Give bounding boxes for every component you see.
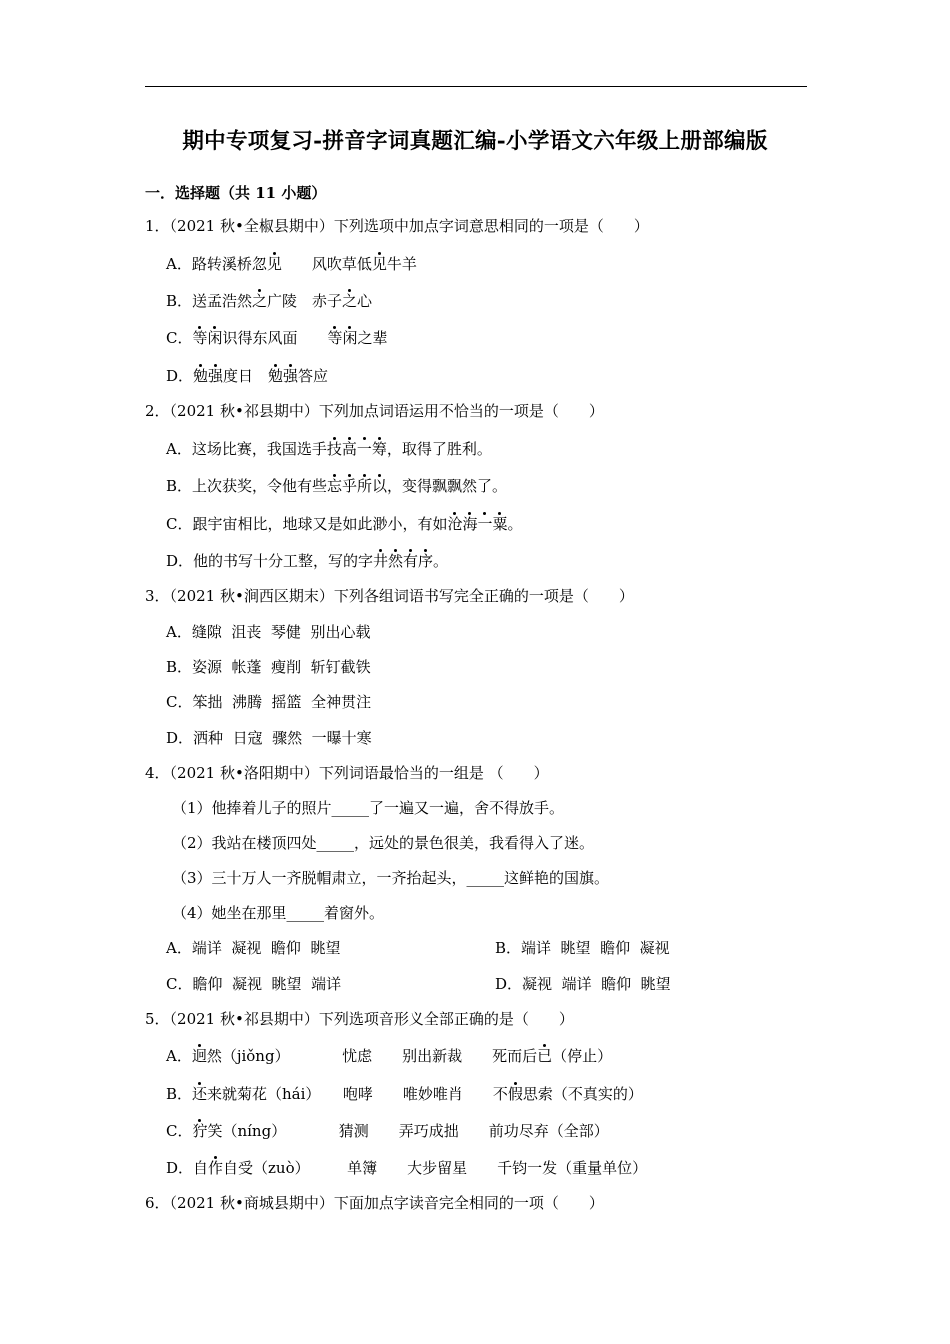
question-option-q3-a: A．缝隙 沮丧 琴健 别出心载 bbox=[166, 623, 371, 641]
question-option-q4-4: （4）她坐在那里_____着窗外。 bbox=[172, 904, 385, 922]
emphasis-dot bbox=[348, 289, 351, 292]
section-heading: 一．选择题（共 11 小题） bbox=[145, 184, 327, 202]
question-option-q4-a: A．端详 凝视 瞻仰 眺望 bbox=[166, 939, 341, 957]
emphasis-dot bbox=[273, 252, 276, 255]
question-option-q5-a: A．迥然（jiǒng） 忧虑 别出新裁 死而后已（停止） bbox=[166, 1047, 613, 1065]
question-option-q1-b: B．送孟浩然之广陵 赤子之心 bbox=[166, 292, 373, 310]
question-option-q1-a: A．路转溪桥忽见 风吹草低见牛羊 bbox=[166, 255, 417, 273]
emphasis-dot bbox=[289, 364, 292, 367]
emphasis-dot bbox=[198, 1082, 201, 1085]
question-option-q5-c: C．狞笑（níng） 猜测 弄巧成拙 前功尽弃（全部） bbox=[166, 1122, 609, 1140]
question-option-q4-c: C．瞻仰 凝视 眺望 端详 bbox=[166, 975, 342, 993]
question-option-q2-a: A．这场比赛，我国选手技高一筹，取得了胜利。 bbox=[166, 440, 492, 458]
emphasis-dot bbox=[333, 437, 336, 440]
header-rule bbox=[145, 86, 807, 87]
question-option-q4-1: （1）他捧着儿子的照片_____了一遍又一遍，舍不得放手。 bbox=[172, 799, 565, 817]
question-option-q4-2: （2）我站在楼顶四处_____，远处的景色很美，我看得入了迷。 bbox=[172, 834, 595, 852]
emphasis-dot bbox=[214, 364, 217, 367]
emphasis-dot bbox=[348, 474, 351, 477]
question-stem-q4: 4．（2021 秋•洛阳期中）下列词语最恰当的一组是 （ ） bbox=[145, 764, 549, 782]
question-option-q4-b: B．端详 眺望 瞻仰 凝视 bbox=[495, 939, 670, 957]
emphasis-dot bbox=[378, 252, 381, 255]
question-option-q2-b: B．上次获奖，令他有些忘乎所以，变得飘飘然了。 bbox=[166, 477, 508, 495]
emphasis-dot bbox=[378, 437, 381, 440]
emphasis-dot bbox=[199, 364, 202, 367]
emphasis-dot bbox=[424, 549, 427, 552]
emphasis-dot bbox=[198, 1044, 201, 1047]
question-option-q3-b: B．姿源 帐蓬 瘦削 斩钉截铁 bbox=[166, 658, 371, 676]
question-option-q4-3: （3）三十万人一齐脱帽肃立，一齐抬起头，_____这鲜艳的国旗。 bbox=[172, 869, 610, 887]
emphasis-dot bbox=[363, 474, 366, 477]
emphasis-dot bbox=[379, 549, 382, 552]
question-stem-q5: 5．（2021 秋•祁县期中）下列选项音形义全部正确的是（ ） bbox=[145, 1010, 574, 1028]
emphasis-dot bbox=[363, 437, 366, 440]
question-option-q4-d: D．凝视 端详 瞻仰 眺望 bbox=[495, 975, 671, 993]
question-stem-q3: 3．（2021 秋•涧西区期末）下列各组词语书写完全正确的一项是（ ） bbox=[145, 587, 634, 605]
emphasis-dot bbox=[333, 474, 336, 477]
question-option-q2-d: D．他的书写十分工整，写的字井然有序。 bbox=[166, 552, 449, 570]
emphasis-dot bbox=[214, 1156, 217, 1159]
question-stem-q1: 1．（2021 秋•全椒县期中）下列选项中加点字词意思相同的一项是（ ） bbox=[145, 217, 649, 235]
emphasis-dot bbox=[258, 289, 261, 292]
question-stem-q6: 6．（2021 秋•商城县期中）下面加点字读音完全相同的一项（ ） bbox=[145, 1194, 604, 1212]
question-option-q5-b: B．还来就菊花（hái） 咆哮 唯妙唯肖 不假思索（不真实的） bbox=[166, 1085, 643, 1103]
emphasis-dot bbox=[514, 1082, 517, 1085]
question-option-q2-c: C．跟宇宙相比，地球又是如此渺小，有如沧海一粟。 bbox=[166, 515, 523, 533]
page-title: 期中专项复习-拼音字词真题汇编-小学语文六年级上册部编版 bbox=[182, 129, 768, 154]
question-stem-q2: 2．（2021 秋•祁县期中）下列加点词语运用不恰当的一项是（ ） bbox=[145, 402, 604, 420]
question-option-q3-d: D．洒种 日寇 骤然 一曝十寒 bbox=[166, 729, 372, 747]
question-option-q1-c: C．等闲识得东风面 等闲之辈 bbox=[166, 329, 388, 347]
emphasis-dot bbox=[274, 364, 277, 367]
question-option-q3-c: C．笨拙 沸腾 摇篮 全神贯注 bbox=[166, 693, 372, 711]
question-option-q5-d: D．自作自受（zuò） 单簿 大步留星 千钧一发（重量单位） bbox=[166, 1159, 648, 1177]
emphasis-dot bbox=[378, 474, 381, 477]
emphasis-dot bbox=[409, 549, 412, 552]
question-option-q1-d: D．勉强度日 勉强答应 bbox=[166, 367, 329, 385]
emphasis-dot bbox=[348, 437, 351, 440]
emphasis-dot bbox=[394, 549, 397, 552]
